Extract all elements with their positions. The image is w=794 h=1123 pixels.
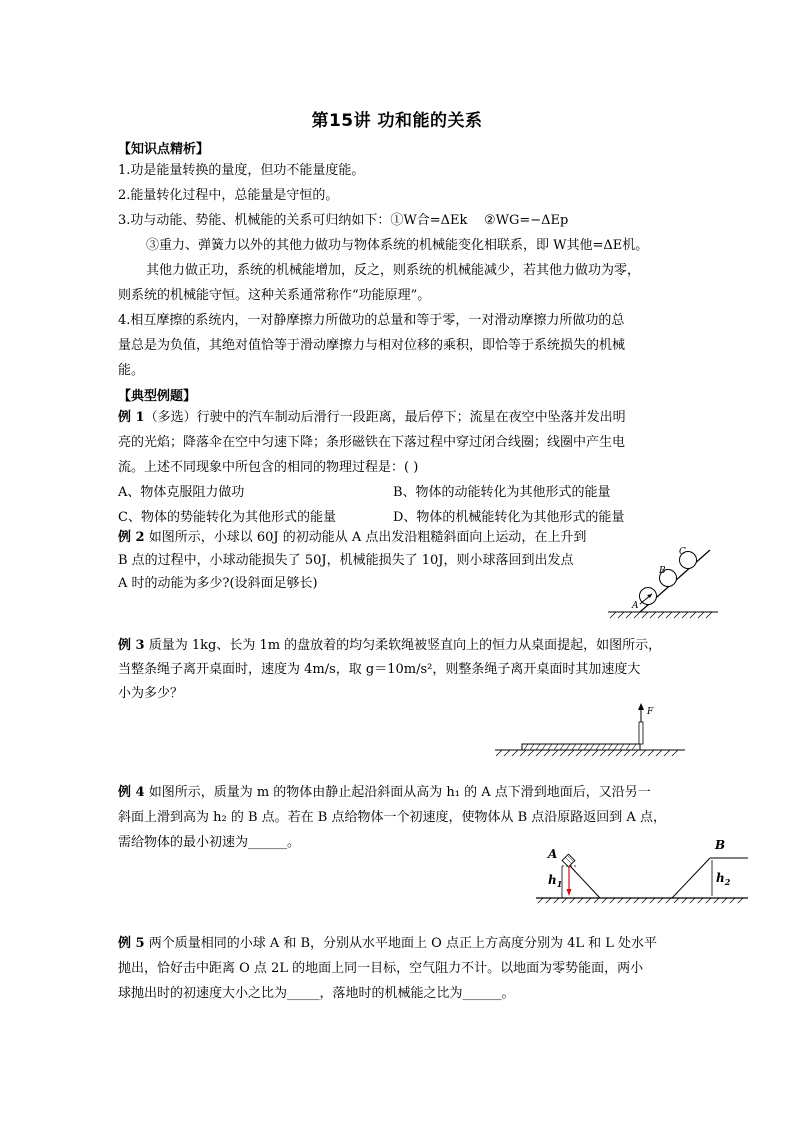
example-3-line1: 例 3 质量为 1kg、长为 1m 的盘放着的均匀柔软绳被竖直向上的恒力从桌面提起，如图所示，	[118, 638, 662, 653]
label-a: A	[632, 601, 639, 611]
example-4-line2: 斜面上滑到高为 h₂ 的 B 点。若在 B 点给物体一个初速度，使物体从 B 点沿原路返回到 A 点，	[118, 810, 666, 825]
knowledge-point-3c-line2: 则系统的机械能守恒。这种关系通常称作“功能原理”。	[118, 288, 431, 303]
example-5-line1: 例 5 两个质量相同的小球 A 和 B，分别从水平地面上 O 点正上方高度分别为 4L 和 L 处水平	[118, 936, 658, 951]
example-4-line3: 需给物体的最小初速为______。	[118, 835, 301, 850]
formula-work-potential: ②WG=−ΔEp	[483, 213, 569, 228]
label-force: F	[647, 707, 654, 717]
example-2-line3: A 时的动能为多少?(设斜面足够长)	[118, 576, 318, 591]
knowledge-header: 【知识点精析】	[118, 142, 210, 157]
example-4-label: 例 4	[118, 785, 145, 800]
knowledge-point-3c-line1: 其他力做正功，系统的机械能增加，反之，则系统的机械能减少，若其他力做功为零，	[146, 263, 641, 278]
example-1-line3: 流。上述不同现象中所包含的相同的物理过程是：( )	[118, 460, 419, 475]
label-point-a: A	[548, 847, 558, 861]
example-1-option-c: C、物体的势能转化为其他形式的能量	[118, 510, 336, 525]
example-3-line2: 当整条绳子离开桌面时，速度为 4m/s，取 g＝10m/s²，则整条绳子离开桌面时其加速度大	[118, 662, 641, 677]
example-1-line1: 例 1（多选）行驶中的汽车制动后滑行一段距离，最后停下；流星在夜空中坠落并发出明	[118, 410, 626, 425]
examples-header: 【典型例题】	[118, 389, 197, 404]
example-5-label: 例 5	[118, 936, 145, 951]
page-title: 第15讲 功和能的关系	[311, 111, 483, 131]
knowledge-point-3	[118, 212, 568, 230]
example-3-label: 例 3	[118, 638, 145, 653]
label-h1: $h_1$	[548, 873, 563, 889]
example-2-label: 例 2	[118, 530, 145, 545]
example-2-line2: B 点的过程中，小球动能损失了 50J，机械能损失了 10J，则小球落回到出发点	[118, 553, 574, 568]
example-2-line1: 例 2 如图所示，小球以 60J 的初动能从 A 点出发沿粗糙斜面向上运动，在上升到	[118, 530, 587, 545]
label-point-b: B	[715, 838, 726, 852]
example-3-line3: 小为多少？	[118, 686, 184, 701]
example-1-option-a: A、物体克服阻力做功	[118, 485, 245, 500]
knowledge-point-2: 2.能量转化过程中，总能量是守恒的。	[118, 188, 339, 203]
rope-table-figure	[490, 700, 690, 760]
incline-balls-figure	[600, 540, 720, 620]
knowledge-point-4-line2: 量总是为负值，其绝对值恰等于滑动摩擦力与相对位移的乘积，即恰等于系统损失的机械	[118, 338, 626, 353]
knowledge-point-4-line3: 能。	[118, 363, 145, 378]
example-1-label: 例 1	[118, 410, 145, 425]
example-4-line1: 例 4 如图所示，质量为 m 的物体由静止起沿斜面从高为 h₁ 的 A 点下滑到地面后，又沿另一	[118, 785, 651, 800]
two-slopes-figure	[532, 836, 752, 904]
knowledge-point-3-text: 3.功与动能、势能、机械能的关系可归纳如下：①	[118, 213, 404, 228]
example-5-line3: 球抛出时的初速度大小之比为_____，落地时的机械能之比为______。	[118, 986, 515, 1001]
example-1-line2: 亮的光焰；降落伞在空中匀速下降；条形磁铁在下落过程中穿过闭合线圈；线圈中产生电	[118, 435, 626, 450]
label-b: B	[659, 566, 666, 576]
formula-work-kinetic: W合=ΔEk	[403, 213, 468, 228]
example-1-option-b: B、物体的动能转化为其他形式的能量	[393, 485, 611, 500]
example-1-option-d: D、物体的机械能转化为其他形式的能量	[393, 510, 625, 525]
label-h2: $h_2$	[716, 871, 731, 887]
knowledge-point-1: 1.功是能量转换的量度，但功不能量度能。	[118, 163, 365, 178]
knowledge-point-4-line1: 4.相互摩擦的系统内，一对静摩擦力所做功的总量和等于零，一对滑动摩擦力所做功的总	[118, 313, 625, 328]
example-5-line2: 抛出，恰好击中距离 O 点 2L 的地面上同一目标，空气阻力不计。以地面为零势能面，两小	[118, 961, 644, 976]
knowledge-point-3b: ③重力、弹簧力以外的其他力做功与物体系统的机械能变化相联系，即 W其他=ΔE机。	[146, 238, 649, 253]
label-c: C	[679, 547, 686, 557]
